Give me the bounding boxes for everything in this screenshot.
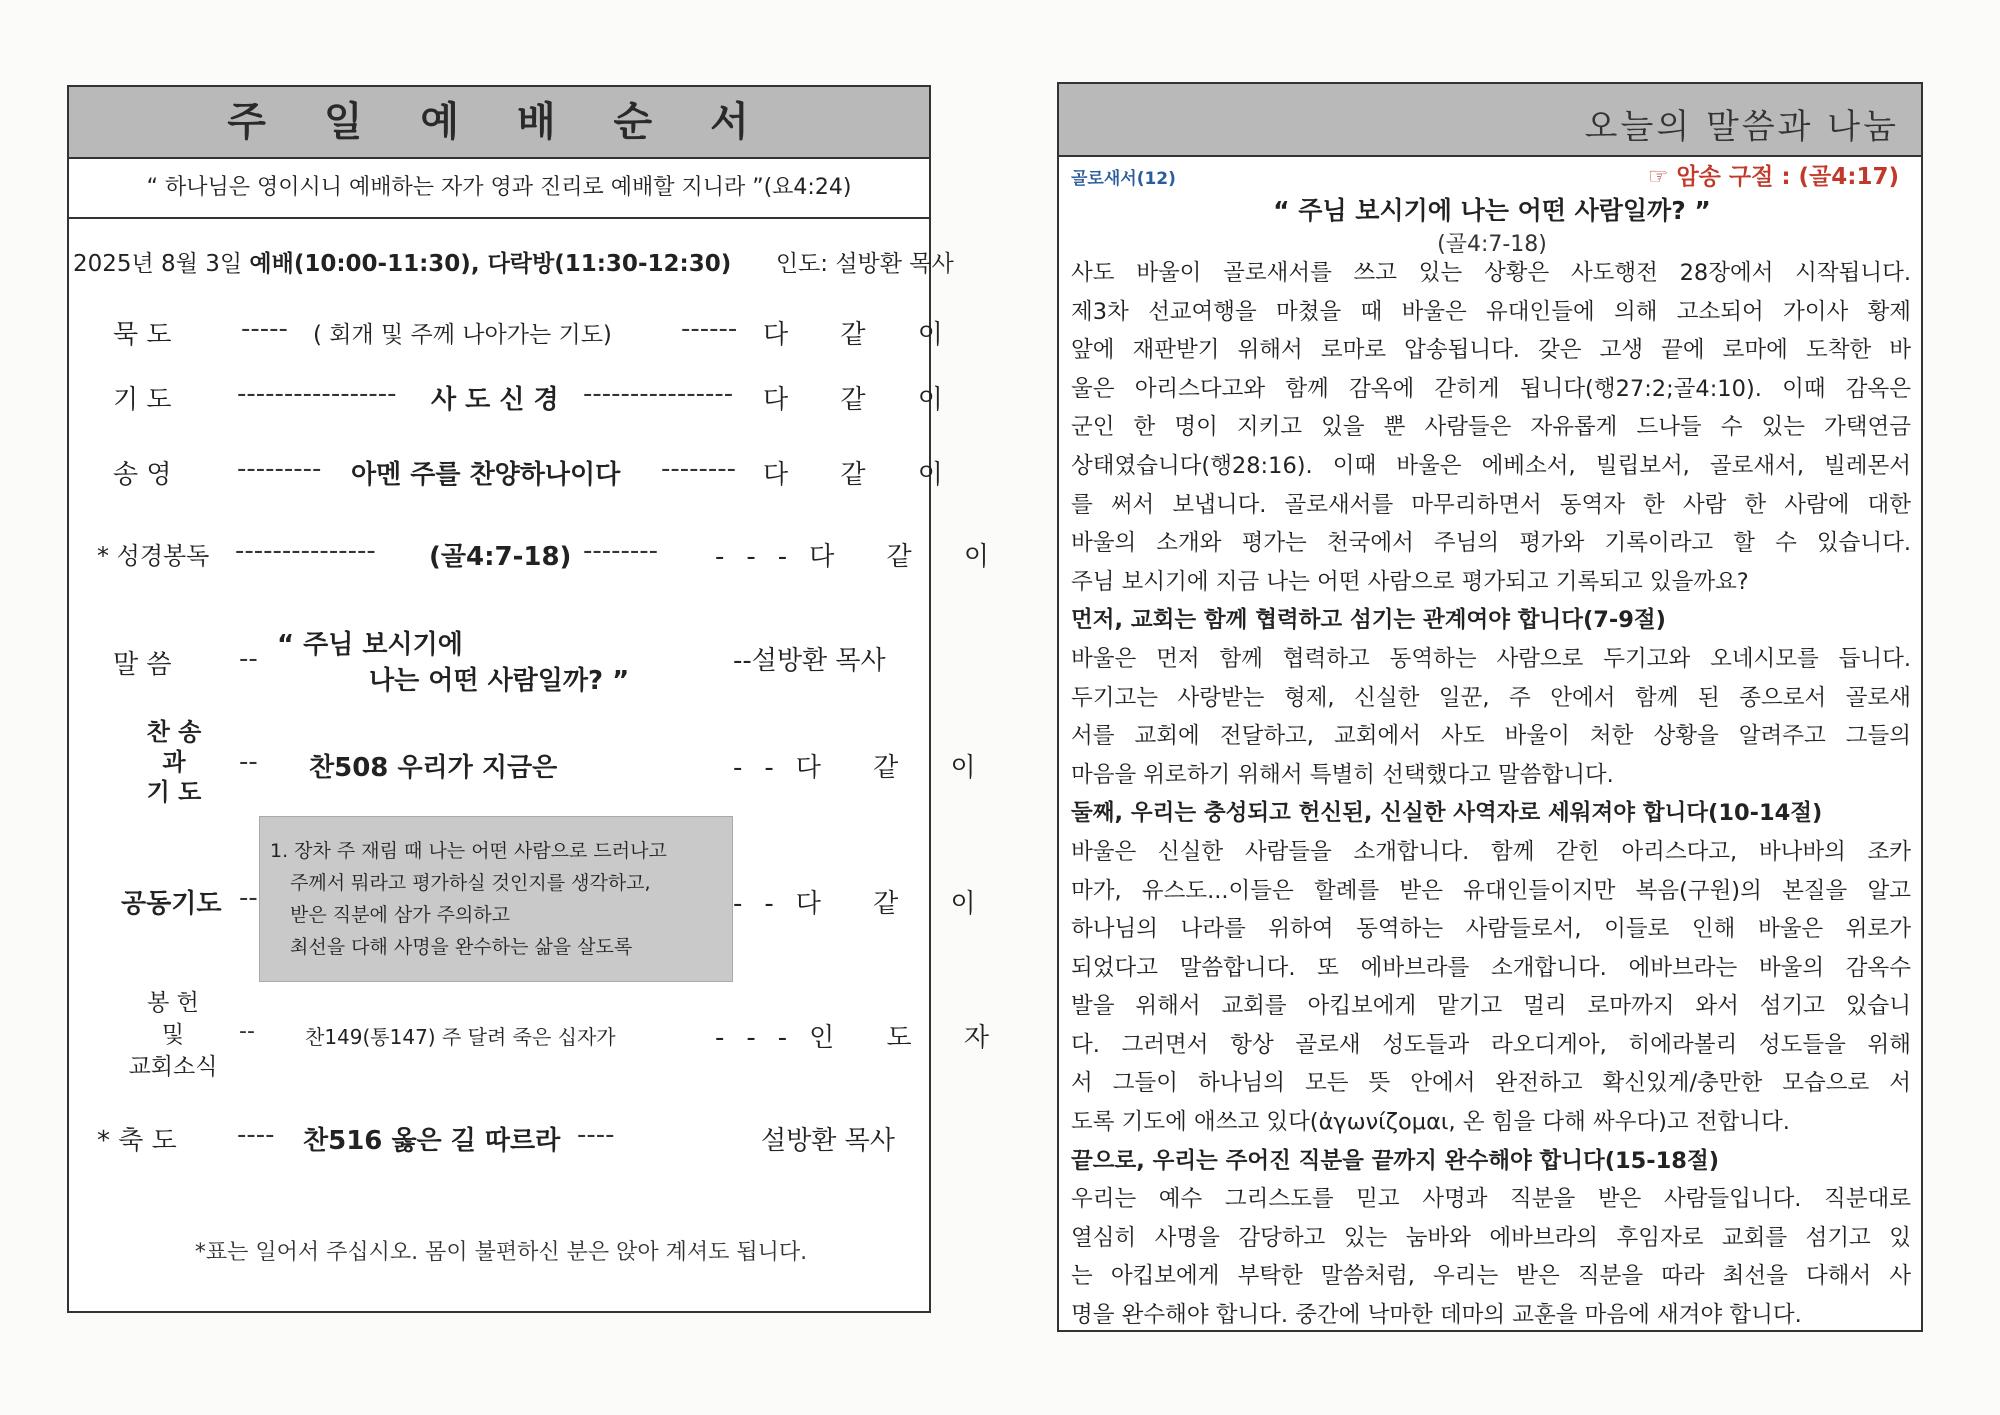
row-dash: ----- xyxy=(241,314,288,344)
section-heading: 끝으로, 우리는 주어진 직분을 끝까지 완수해야 합니다(15-18절) xyxy=(1071,1147,1719,1174)
sermon-panel-title: 오늘의 말씀과 나눔 xyxy=(1059,84,1921,157)
row-dash: -- xyxy=(239,747,258,777)
body-line: 마가, 유스도...이들은 할례를 받은 유대인들이지만 복음(구원)의 본질을 알고 xyxy=(1071,877,1911,904)
row-item: 찬516 옳은 길 따르라 xyxy=(303,1126,561,1156)
service-leader: 인도: 설방환 목사 xyxy=(775,251,954,277)
row-performer: 다 같 이 xyxy=(763,385,965,415)
body-line: 서를 교회에 전달하고, 교회에서 사도 바울이 처한 상황을 알려주고 그들의 xyxy=(1071,723,1911,750)
section-heading: 둘째, 우리는 충성되고 헌신된, 신실한 사역자로 세워져야 합니다(10-14절) xyxy=(1071,800,1823,827)
service-times: 예배(10:00-11:30), 다락방(11:30-12:30) xyxy=(249,251,732,277)
row-item: ( 회개 및 주께 나아가는 기도) xyxy=(313,322,612,348)
prayer-line: 받은 직분에 삼가 주의하고 xyxy=(290,904,511,926)
row-dash: ---- xyxy=(577,1120,615,1150)
scripture-quote: “ 하나님은 영이시니 예배하는 자가 영과 진리로 예배할 지니라 ”(요4:24) xyxy=(69,159,929,219)
row-performer: ---인 도 자 xyxy=(715,1023,1012,1053)
row-label: 송 영 xyxy=(113,460,172,490)
row-performer: ---다 같 이 xyxy=(715,542,1012,572)
section-heading: 먼저, 교회는 함께 협력하고 섬기는 관계여야 합니다(7-9절) xyxy=(1071,607,1666,634)
row-performer: --다 같 이 xyxy=(733,889,998,919)
sermon-title: “ 주님 보시기에 나는 어떤 사람일까? ” xyxy=(1273,196,1711,225)
row-dash: ----------------- xyxy=(237,379,397,409)
row-dash: --------------- xyxy=(235,536,376,566)
row-dash: ---- xyxy=(237,1120,275,1150)
body-line: 하나님의 나라를 위하여 동역하는 사람들로서, 이들로 인해 바울은 위로가 xyxy=(1071,916,1911,943)
row-label: 공동기도 xyxy=(121,889,222,919)
body-line: 바울의 소개와 평가는 천국에서 주님의 평가와 기록이라고 할 수 있습니다. xyxy=(1071,530,1911,557)
series-label: 골로새서(12) xyxy=(1071,169,1176,189)
sermon-reference: (골4:7-18) xyxy=(1437,232,1547,257)
row-label: 말 씀 xyxy=(113,650,172,680)
row-label: 기 도 xyxy=(113,385,172,415)
row-label-stack xyxy=(119,717,229,807)
row-item: 찬508 우리가 지금은 xyxy=(309,753,558,783)
body-line: 를 써서 보냅니다. 골로새서를 마무리하면서 동역자 한 사람 한 사람에 대한 xyxy=(1071,491,1911,518)
sermon-panel xyxy=(1057,82,1923,1332)
body-line: 도록 기도에 애쓰고 있다(ἀγωνίζομαι, 온 힘을 다해 싸우다)고 전합니다. xyxy=(1071,1109,1790,1136)
body-line: 명을 완수해야 합니다. 중간에 낙마한 데마의 교훈을 마음에 새겨야 합니다. xyxy=(1071,1302,1802,1329)
worship-order-title: 주 일 예 배 순 서 xyxy=(69,87,929,159)
body-line: 군인 한 명이 지키고 있을 뿐 사람들은 자유롭게 드나들 수 있는 가택연금 xyxy=(1071,414,1911,441)
row-item: 사 도 신 경 xyxy=(431,385,559,415)
body-line: 울은 아리스다고와 함께 감옥에 갇히게 됩니다(행27:2;골4:10). 이때 감옥은 xyxy=(1071,375,1911,402)
body-line: 열심히 사명을 감당하고 있는 눔바와 에바브라의 후임자로 교회를 섬기고 있 xyxy=(1071,1224,1911,1251)
body-line: 상태였습니다(행28:16). 이때 바울은 에베소서, 빌립보서, 골로새서, 빌레몬서 xyxy=(1071,452,1911,479)
service-info xyxy=(73,245,954,278)
service-date: 2025년 8월 3일 xyxy=(73,251,243,277)
body-line: 앞에 재판받기 위해서 로마로 압송됩니다. 갖은 고생 끝에 로마에 도착한 바 xyxy=(1071,337,1911,364)
body-line: 는 아킵보에게 부탁한 말씀처럼, 우리는 받은 직분을 따라 최선을 다해서 사 xyxy=(1071,1263,1911,1290)
row-dash: -- xyxy=(239,883,258,913)
row-performer: 다 같 이 xyxy=(763,460,965,490)
body-line: 바울은 먼저 함께 협력하고 동역하는 사람으로 두기고와 오네시모를 듭니다. xyxy=(1071,645,1911,672)
body-line: 되었다고 말씀합니다. 또 에바브라를 소개합니다. 에바브라는 바울의 감옥수 xyxy=(1071,954,1911,981)
prayer-line: 주께서 뭐라고 평가하실 것인지를 생각하고, xyxy=(290,872,651,894)
row-dash: -- xyxy=(239,1019,255,1044)
row-label-line: 찬 송 xyxy=(146,718,202,746)
standing-note: *표는 일어서 주십시오. 몸이 불편하신 분은 앉아 계셔도 됩니다. xyxy=(194,1240,808,1265)
body-line: 주님 보시기에 지금 나는 어떤 사람으로 평가되고 기록되고 있을까요? xyxy=(1071,568,1749,595)
row-label-line: 과 xyxy=(162,748,186,776)
row-label: 묵 도 xyxy=(113,320,172,350)
body-line: 우리는 예수 그리스도를 믿고 사명과 직분을 받은 사람들입니다. 직분대로 xyxy=(1071,1186,1911,1213)
row-label: * 성경봉독 xyxy=(97,542,210,570)
common-prayer-box xyxy=(259,816,733,982)
body-line: 두기고는 사랑받는 형제, 신실한 일꾼, 주 안에서 함께 된 종으로서 골로새 xyxy=(1071,684,1911,711)
prayer-line: 1. 장차 주 재림 때 나는 어떤 사람으로 드러나고 xyxy=(270,840,667,862)
row-dash: ---------------- xyxy=(583,379,734,409)
row-label-line: 봉 헌 xyxy=(147,990,199,1016)
body-line: 다. 그러면서 항상 골로새 성도들과 라오디게아, 히에라볼리 성도들을 위해 xyxy=(1071,1031,1911,1058)
body-line: 제3차 선교여행을 마쳤을 때 바울은 유대인들에 의해 고소되어 가이사 황제 xyxy=(1071,298,1911,325)
worship-order-panel xyxy=(67,85,1012,1313)
row-item: (골4:7-18) xyxy=(429,542,572,572)
row-performer: --설방환 목사 xyxy=(733,646,886,676)
memory-verse: ☞ 암송 구절 : (골4:17) xyxy=(1647,164,1899,190)
row-dash: --------- xyxy=(237,454,322,484)
body-line: 서 그들이 하나님의 모든 뜻 안에서 완전하고 확신있게/충만한 모습으로 서 xyxy=(1071,1070,1911,1097)
sermon-title-line2: 나는 어떤 사람일까? ” xyxy=(369,666,630,696)
row-label: * 축 도 xyxy=(97,1126,177,1156)
row-performer: 설방환 목사 xyxy=(761,1126,895,1156)
sermon-title-line1: “ 주님 보시기에 xyxy=(277,630,463,660)
body-line: 발을 위해서 교회를 아킵보에게 맡기고 멀리 로마까지 와서 섬기고 있습니 xyxy=(1071,993,1911,1020)
row-label-line: 교회소식 xyxy=(128,1054,218,1080)
row-label-line: 및 xyxy=(161,1022,185,1048)
row-item: 찬149(통147) 주 달려 죽은 십자가 xyxy=(305,1025,616,1049)
row-performer: --다 같 이 xyxy=(733,753,998,783)
sermon-body xyxy=(1071,254,1911,1335)
prayer-line: 최선을 다해 사명을 완수하는 삶을 살도록 xyxy=(290,936,633,958)
body-line: 바울은 신실한 사람들을 소개합니다. 함께 갇힌 아리스다고, 바나바의 조카 xyxy=(1071,838,1911,865)
row-dash: ------ xyxy=(681,314,738,344)
row-dash: -- xyxy=(239,644,258,674)
row-dash: -------- xyxy=(583,536,659,566)
body-line: 사도 바울이 골로새서를 쓰고 있는 상황은 사도행전 28장에서 시작됩니다. xyxy=(1071,260,1911,286)
row-dash: -------- xyxy=(661,454,737,484)
row-label-line: 기 도 xyxy=(146,778,202,806)
row-item: 아멘 주를 찬양하나이다 xyxy=(351,460,621,490)
row-performer: 다 같 이 xyxy=(763,320,965,350)
body-line: 마음을 위로하기 위해서 특별히 선택했다고 말씀합니다. xyxy=(1071,761,1614,788)
row-label-stack xyxy=(103,987,243,1083)
